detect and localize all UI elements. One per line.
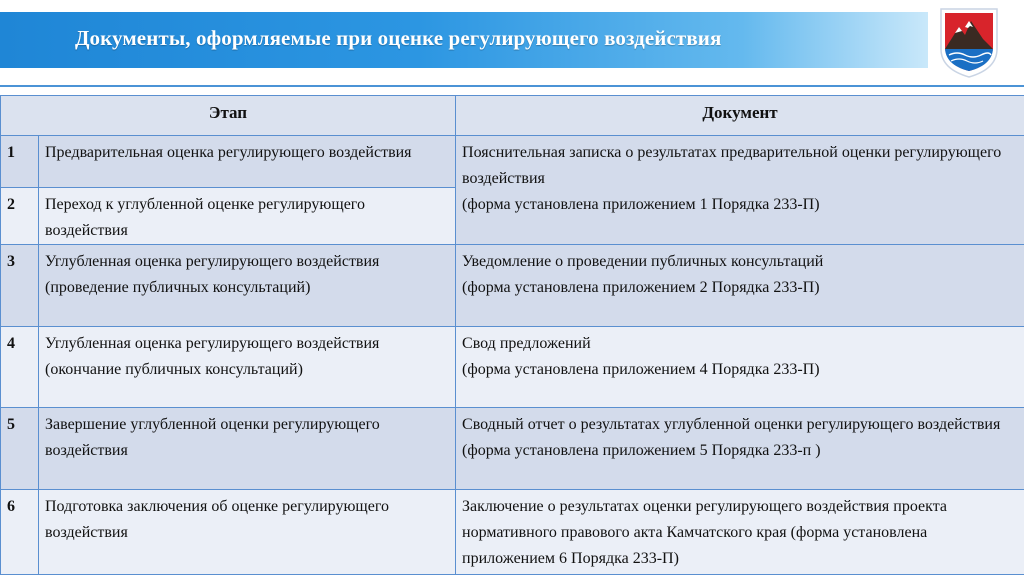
stage-cell: Завершение углубленной оценки регулирующего воздействия	[39, 408, 456, 490]
row-number: 5	[1, 408, 39, 490]
page-title: Документы, оформляемые при оценке регулирующего воздействия	[75, 26, 722, 50]
document-cell	[456, 245, 1024, 327]
document-text: Уведомление о проведении публичных консультаций	[462, 253, 824, 270]
stage-cell: Предварительная оценка регулирующего воздействия	[39, 136, 456, 188]
document-form-note: (форма установлена приложением 4 Порядка 233-П)	[462, 361, 820, 378]
row-number: 2	[1, 188, 39, 245]
stage-cell: Переход к углубленной оценке регулирующего воздействия	[39, 188, 456, 245]
document-text: Сводный отчет о результатах углубленной оценки регулирующего воздействия	[462, 416, 1001, 433]
documents-table	[0, 95, 1024, 575]
row-number: 4	[1, 327, 39, 408]
row-number: 1	[1, 136, 39, 188]
table-row	[1, 136, 1024, 188]
table-row	[1, 327, 1024, 408]
row-number: 6	[1, 490, 39, 575]
table-header-row	[1, 96, 1024, 136]
document-cell: Заключение о результатах оценки регулирующего воздействия проекта нормативного правового акта Камчатского края (форма установлена приложением 6 Порядка 233-П)	[456, 490, 1024, 575]
table-row	[1, 490, 1024, 575]
header-divider	[0, 85, 1024, 87]
column-header-stage: Этап	[1, 96, 456, 136]
column-header-document: Документ	[456, 96, 1024, 136]
document-form-note: (форма установлена приложением 5 Порядка 233-п )	[462, 442, 821, 459]
document-cell	[456, 408, 1024, 490]
document-text: Свод предложений	[462, 335, 591, 352]
row-number: 3	[1, 245, 39, 327]
table-row	[1, 245, 1024, 327]
stage-cell: Углубленная оценка регулирующего воздействия (проведение публичных консультаций)	[39, 245, 456, 327]
stage-cell: Углубленная оценка регулирующего воздействия (окончание публичных консультаций)	[39, 327, 456, 408]
document-cell	[456, 136, 1024, 245]
document-text: Пояснительная записка о результатах предварительной оценки регулирующего воздействия	[462, 144, 1002, 187]
title-banner	[0, 12, 928, 68]
document-cell	[456, 327, 1024, 408]
table-row	[1, 408, 1024, 490]
document-form-note: (форма установлена приложением 2 Порядка 233-П)	[462, 279, 820, 296]
kamchatka-coat-of-arms-icon	[937, 5, 1001, 79]
stage-cell: Подготовка заключения об оценке регулирующего воздействия	[39, 490, 456, 575]
document-form-note: (форма установлена приложением 1 Порядка 233-П)	[462, 196, 820, 213]
